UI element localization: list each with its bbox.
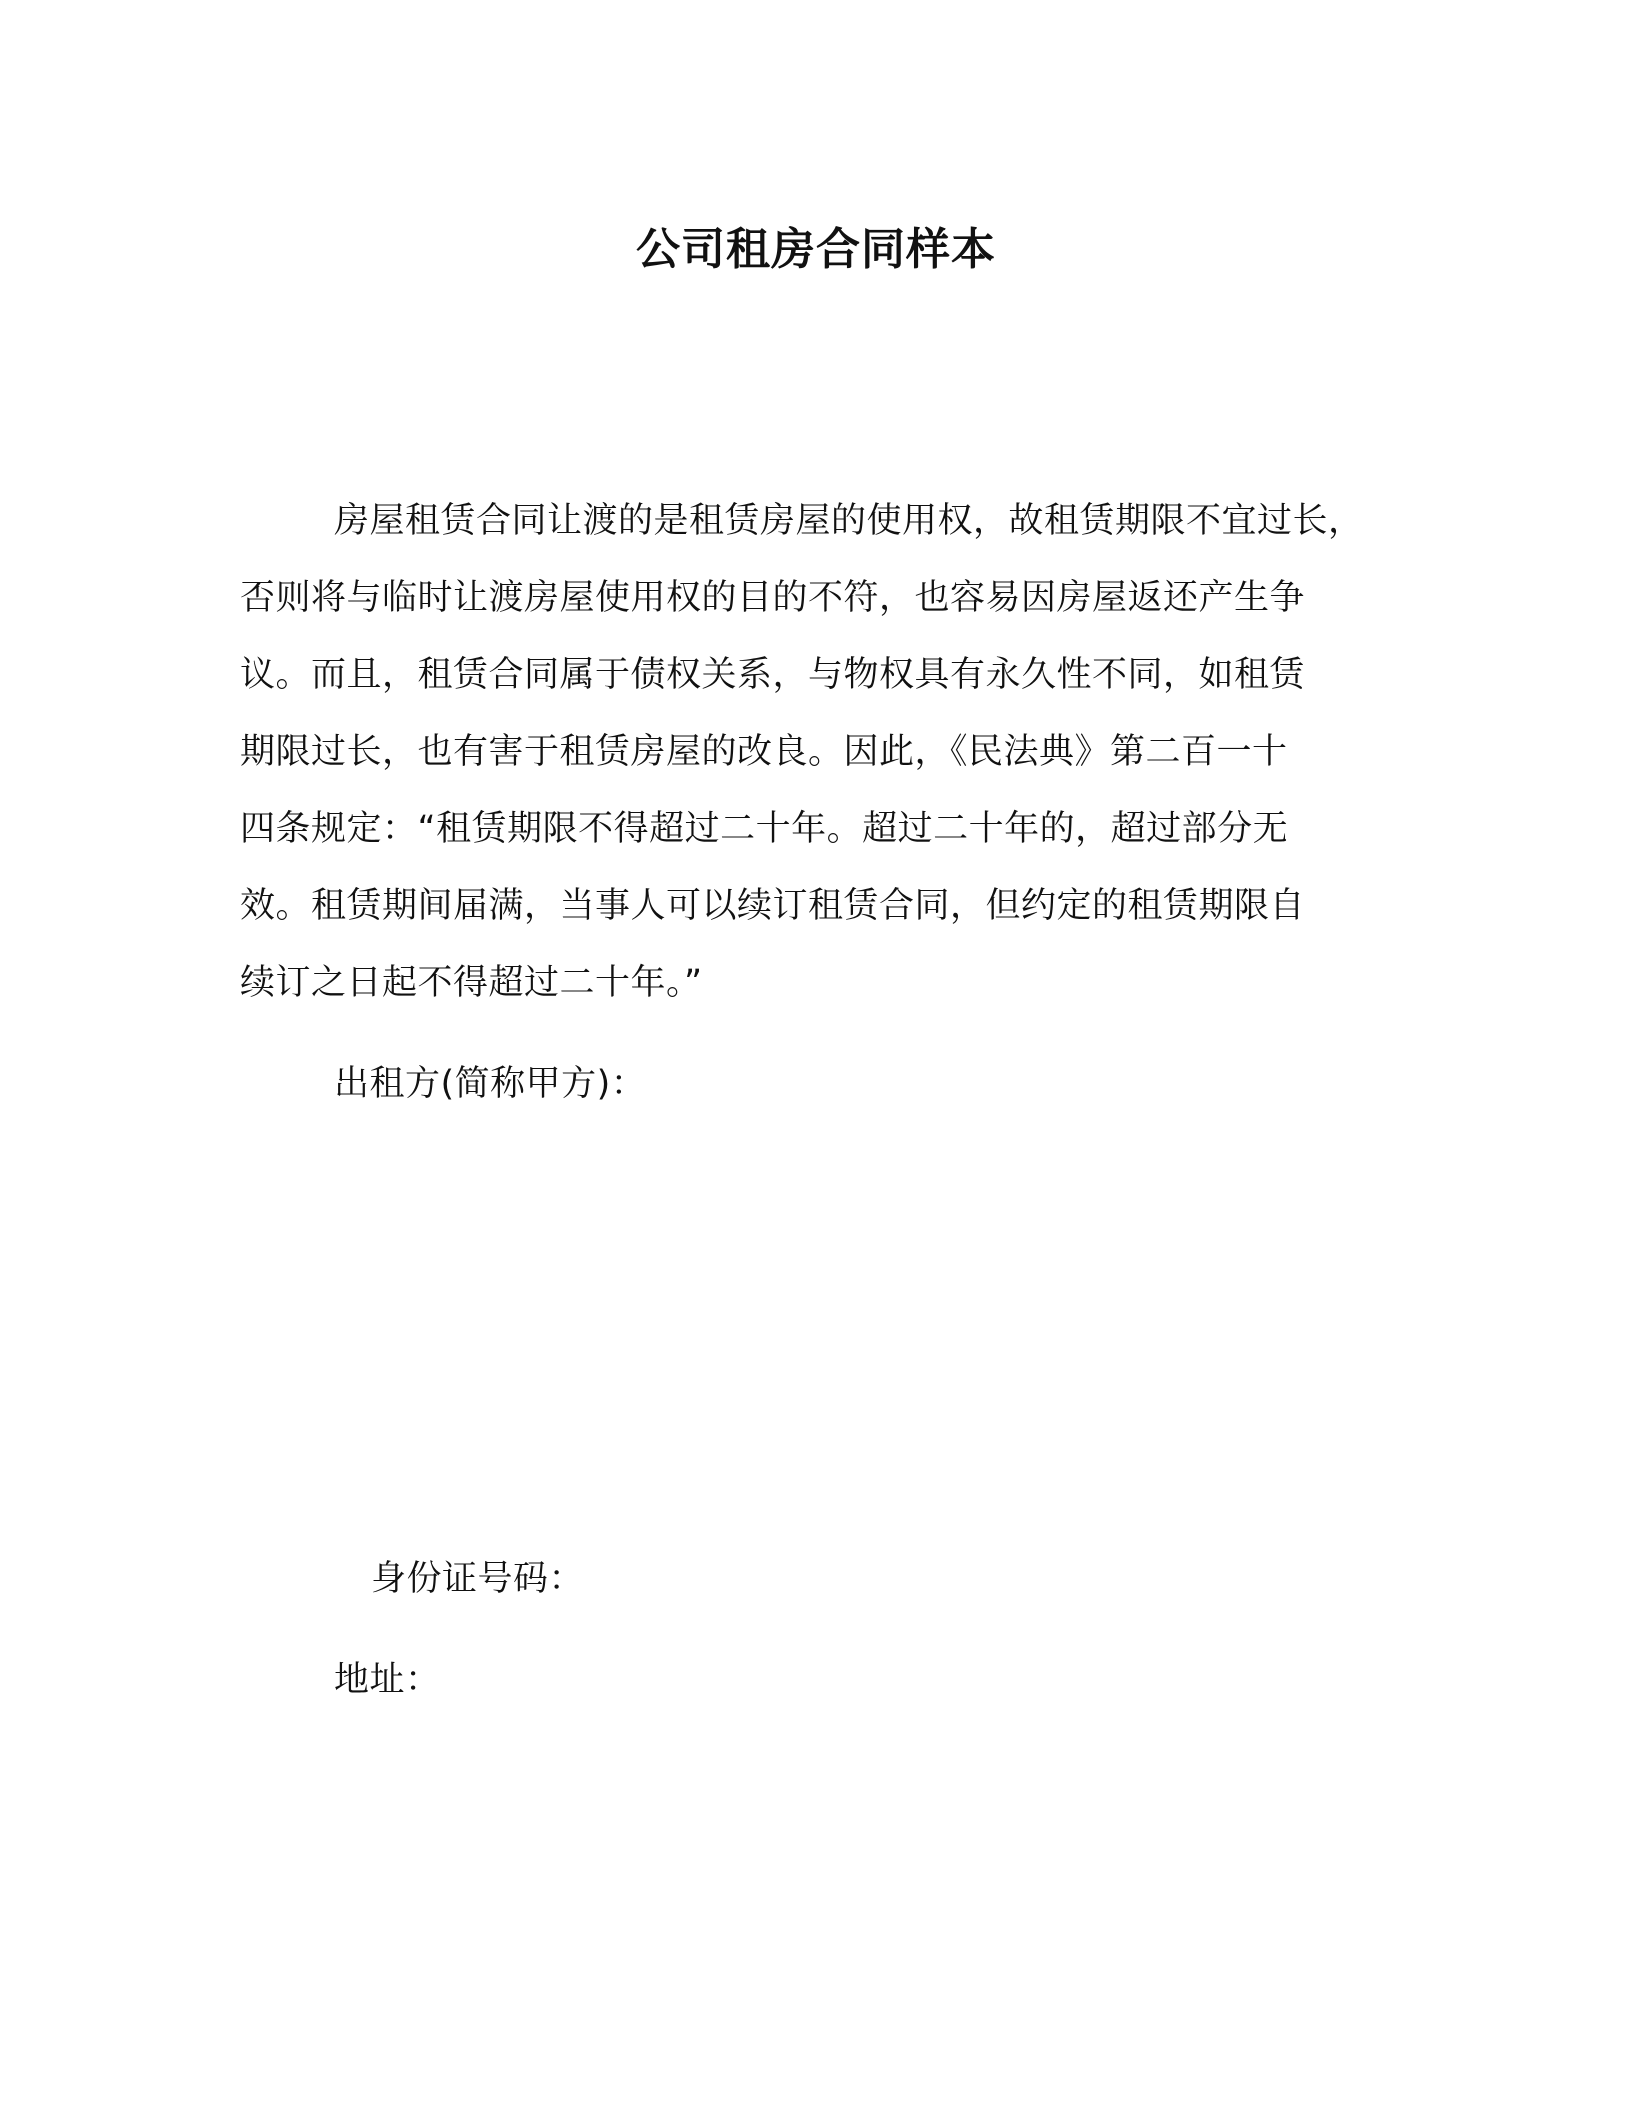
paragraph-line-4: 期限过长，也有害于租赁房屋的改良。因此，《民法典》第二百一十 xyxy=(240,732,1288,772)
paragraph-line-3: 议。而且，租赁合同属于债权关系，与物权具有永久性不同，如租赁 xyxy=(240,655,1306,695)
address-label: 地址： xyxy=(334,1660,441,1700)
paragraph-line-7: 续订之日起不得超过二十年。” xyxy=(240,963,703,1003)
id-number-label: 身份证号码： xyxy=(371,1559,585,1599)
paragraph-line-5: 四条规定：“租赁期限不得超过二十年。超过二十年的，超过部分无 xyxy=(240,809,1289,849)
document-title: 公司租房合同样本 xyxy=(636,224,996,275)
paragraph-line-2: 否则将与临时让渡房屋使用权的目的不符，也容易因房屋返还产生争 xyxy=(240,578,1306,618)
lessor-label: 出租方(简称甲方)： xyxy=(334,1064,647,1104)
paragraph-line-6: 效。租赁期间届满，当事人可以续订租赁合同，但约定的租赁期限自 xyxy=(240,886,1306,926)
paragraph-line-1: 房屋租赁合同让渡的是租赁房屋的使用权，故租赁期限不宜过长， xyxy=(334,501,1364,541)
